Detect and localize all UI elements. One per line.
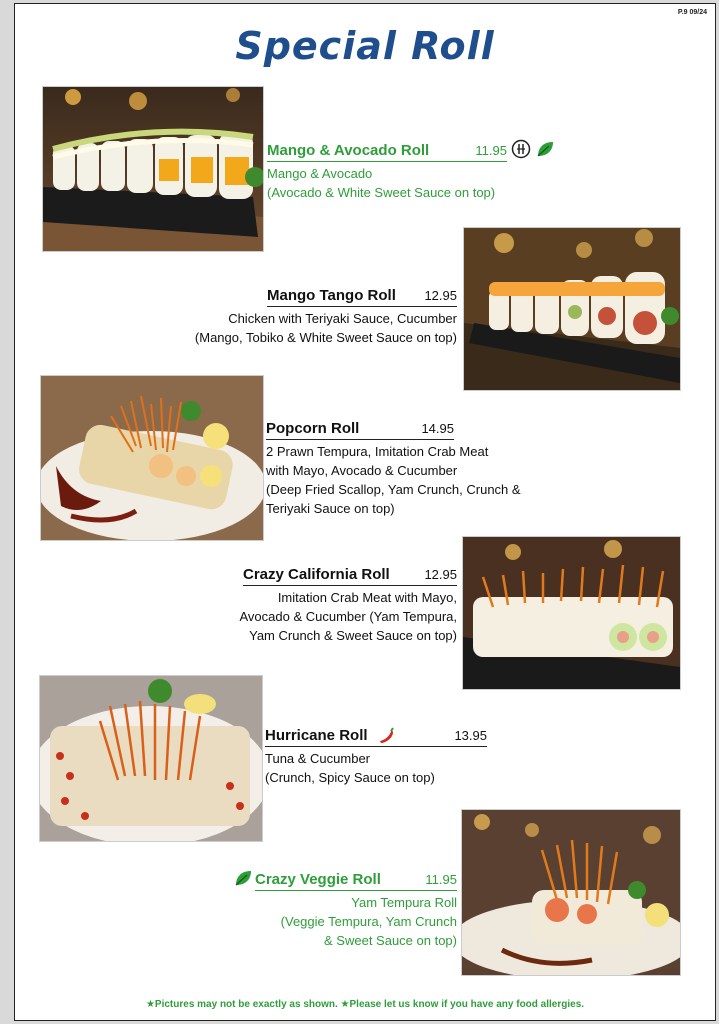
- item-name: Mango & Avocado Roll: [267, 142, 430, 159]
- item-price: 12.95: [424, 567, 457, 582]
- item-description-line: Teriyaki Sauce on top): [266, 501, 395, 516]
- allergy-footer-note: ★Pictures may not be exactly as shown. ★Please let us know if you have any food allergies.: [145, 999, 585, 1010]
- menu-page: [14, 3, 716, 1021]
- item-description-line: (Crunch, Spicy Sauce on top): [265, 770, 435, 785]
- item-price: 11.95: [475, 143, 507, 158]
- item-icons: [511, 139, 555, 159]
- item-header: [265, 726, 487, 747]
- crazy-veggie-roll-photo: [461, 809, 681, 976]
- vegetarian-leaf-icon: [233, 868, 253, 888]
- item-description-line: Yam Crunch & Sweet Sauce on top): [249, 628, 457, 643]
- vegetarian-leaf-icon: [535, 139, 555, 159]
- item-header: [266, 419, 454, 440]
- item-header: [255, 870, 457, 891]
- item-name: Crazy California Roll: [243, 566, 390, 583]
- item-description-line: Imitation Crab Meat with Mayo,: [277, 590, 457, 605]
- gluten-free-icon: [511, 139, 531, 159]
- item-description-line: (Avocado & White Sweet Sauce on top): [267, 185, 496, 200]
- item-description-line: (Mango, Tobiko & White Sweet Sauce on top): [194, 330, 457, 345]
- item-description-line: (Veggie Tempura, Yam Crunch: [280, 914, 457, 929]
- item-name: Hurricane Roll: [265, 727, 368, 744]
- chili-pepper-icon: [377, 727, 397, 747]
- item-description-line: Mango & Avocado: [267, 166, 373, 181]
- item-header: [267, 286, 457, 307]
- item-description-line: Chicken with Teriyaki Sauce, Cucumber: [228, 311, 457, 326]
- menu-item-crazy-california-roll: [205, 565, 457, 645]
- menu-item-crazy-veggie-roll: [235, 870, 457, 950]
- item-description-line: (Deep Fried Scallop, Yam Crunch, Crunch &: [266, 482, 521, 497]
- item-name: Mango Tango Roll: [267, 287, 396, 304]
- item-price: 14.95: [421, 421, 454, 436]
- item-name: Crazy Veggie Roll: [255, 871, 381, 888]
- menu-item-hurricane-roll: [265, 726, 487, 787]
- item-header: [267, 141, 507, 162]
- crazy-california-roll-photo: [462, 536, 681, 690]
- item-description-line: with Mayo, Avocado & Cucumber: [266, 463, 458, 478]
- popcorn-roll-photo: [40, 375, 264, 541]
- menu-item-mango-tango-roll: [165, 286, 457, 347]
- item-description-line: Avocado & Cucumber (Yam Tempura,: [239, 609, 457, 624]
- menu-item-popcorn-roll: [266, 419, 541, 518]
- item-header: [243, 565, 457, 586]
- item-price: 11.95: [425, 872, 457, 887]
- page-title: Special Roll: [235, 24, 495, 68]
- item-icons: [377, 727, 397, 747]
- item-price: 12.95: [424, 288, 457, 303]
- mango-avocado-roll-photo: [42, 86, 264, 252]
- mango-tango-roll-photo: [463, 227, 681, 391]
- item-price: 13.95: [454, 728, 487, 743]
- hurricane-roll-photo: [39, 675, 263, 842]
- menu-item-mango-avocado-roll: [267, 141, 507, 202]
- item-description-line: Yam Tempura Roll: [351, 895, 457, 910]
- item-name: Popcorn Roll: [266, 420, 360, 437]
- item-description-line: 2 Prawn Tempura, Imitation Crab Meat: [266, 444, 489, 459]
- item-description-line: Tuna & Cucumber: [265, 751, 371, 766]
- item-description-line: & Sweet Sauce on top): [324, 933, 457, 948]
- page-code: P.9 09/24: [677, 9, 707, 16]
- item-icons: [233, 868, 253, 888]
